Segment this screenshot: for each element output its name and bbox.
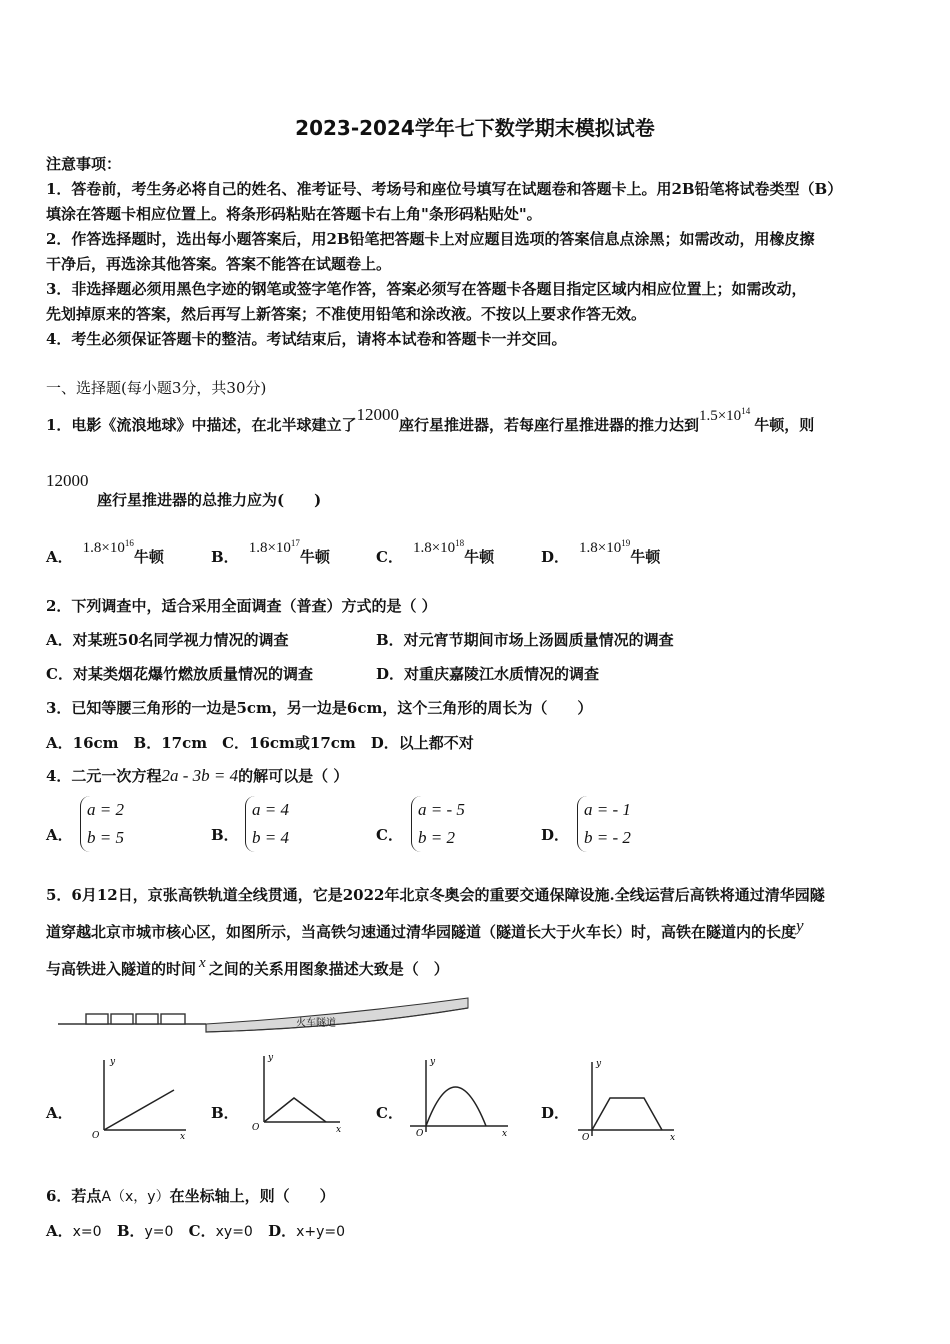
q5-stem-line-3 [46,955,449,979]
q3-options[interactable]: A．16cm B．17cm C．16cm或17cm D．以上都不对 [46,734,474,752]
graph-a-origin: O [92,1131,100,1141]
q6-option-b[interactable] [117,1222,174,1240]
q6-point: A（x，y） [101,1189,170,1205]
q4-option-b-system [245,796,289,852]
q1-option-b[interactable] [211,538,330,567]
q4-option-d-row-2: b = - 2 [584,828,631,847]
q4-option-c-key[interactable]: C． [376,826,403,844]
q1-option-b-unit: 牛顿 [299,548,330,566]
q2-stem: 2．下列调查中，适合采用全面调查（普查）方式的是（ ） [46,597,437,615]
q2-option-b[interactable]: B．对元宵节期间市场上汤圆质量情况的调查 [376,631,674,649]
q6-text-a: 6．若点 [46,1187,102,1205]
q1-option-d-key: D． [541,548,570,566]
q6-option-b-value: y=0 [144,1224,174,1240]
q5-var-x: x [199,955,206,971]
q1-stem-line-1 [46,405,815,435]
graph-b-x-label: x [336,1125,342,1135]
q5-option-d-key[interactable]: D． [541,1104,570,1122]
train-tunnel-illustration [56,994,474,1038]
q1-option-b-key: B． [211,548,239,566]
train-car-1 [86,1014,108,1024]
graph-d-curve [592,1098,662,1130]
graph-a-curve [104,1090,174,1130]
q5-var-y: y [796,916,804,935]
q1-stem-line-2 [46,473,89,493]
notice-line-5: 3．非选择题必须用黑色字迹的钢笔或签字笔作答，答案必须写在答题卡各题目指定区域内相应位置上；如需改动， [46,280,807,298]
notice-line-1: 1．答卷前，考生务必将自己的姓名、准考证号、考场号和座位号填写在试题卷和答题卡上。用2B铅笔将试卷类型（B） [46,180,843,198]
graph-c-origin: O [416,1129,424,1139]
q1-force [699,408,750,424]
q3-stem: 3．已知等腰三角形的一边是5cm，另一边是6cm，这个三角形的周长为（ ） [46,699,593,717]
q6-option-a[interactable] [46,1222,102,1240]
q1-option-b-value [249,540,300,556]
q4-option-a-row-2: b = 5 [87,828,124,847]
q4-stem [46,765,348,786]
q1-text-b: 座行星推进器，若每座行星推进器的推力达到 [398,416,699,434]
q1-option-c-exp: 18 [455,538,465,548]
graph-b-y-label: y [268,1053,274,1063]
tunnel-shape [206,998,468,1032]
notice-line-6: 先划掉原来的答案，然后再写上新答案；不准使用铅笔和涂改液。不按以上要求作答无效。 [46,305,647,323]
q6-option-c[interactable] [189,1222,253,1240]
q1-option-c-key: C． [376,548,403,566]
graph-d-x-label: x [670,1133,676,1143]
q1-option-d-exp: 19 [621,538,631,548]
q6-options [46,1220,345,1241]
q4-option-d-system [577,796,631,852]
graph-d-y-label: y [596,1059,602,1069]
q5-option-b-key[interactable]: B． [211,1104,239,1122]
graph-a-y-label: y [110,1057,116,1067]
q6-option-b-key: B． [116,1222,145,1240]
q4-option-c-row-1: a = - 5 [418,800,465,819]
q1-number-1: 12000 [356,405,399,424]
q1-option-d-unit: 牛顿 [630,548,661,566]
q4-option-a-row-1: a = 2 [87,800,124,819]
q6-option-a-value: x=0 [72,1224,102,1240]
graph-b-origin: O [252,1123,260,1133]
q4-equation: 2a - 3b = 4 [161,766,239,785]
graph-a-x-label: x [180,1132,186,1142]
q1-option-a-unit: 牛顿 [133,548,164,566]
q6-option-d[interactable] [268,1222,345,1240]
q1-force-exp: 14 [741,406,751,416]
notice-line-2: 填涂在答题卡相应位置上。将条形码粘贴在答题卡右上角"条形码粘贴处"。 [46,205,542,223]
q1-option-a-exp: 16 [124,538,134,548]
q4-option-a-system [80,796,124,852]
train-car-4 [161,1014,185,1024]
section-heading: 一、选择题(每小题3分，共30分) [46,379,267,397]
q5-stem-line-1: 5．6月12日，京张高铁轨道全线贯通，它是2022年北京冬奥会的重要交通保障设施.全线运营后高铁将通过清华园隧 [46,886,825,904]
notice-line-4: 干净后，再选涂其他答案。答案不能答在试题卷上。 [46,255,392,273]
q5-option-a-key[interactable]: A． [46,1104,73,1122]
page-title: 2023-2024学年七下数学期末模拟试卷 [295,116,655,140]
train-car-2 [111,1014,133,1024]
q4-option-b-row-1: a = 4 [252,800,289,819]
graph-b-curve [264,1098,326,1122]
q1-text-c: 牛顿，则 [754,416,815,434]
q6-stem [46,1185,335,1206]
q4-option-c-system [411,796,465,852]
q1-option-a-base: 1.8×10 [82,540,125,556]
q5-graph-a [86,1054,196,1144]
q5-graph-c [408,1054,518,1144]
notice-heading: 注意事项： [46,155,122,173]
q6-option-c-key: C． [188,1222,216,1240]
q4-option-b-key[interactable]: B． [211,826,239,844]
q1-text-d: 座行星推进器的总推力应为( ) [97,491,322,509]
q1-number-2: 12000 [46,471,89,490]
q1-option-c-value [413,540,464,556]
q1-force-base: 1.5×10 [698,408,742,424]
q5-text-3a: 与高铁进入隧道的时间 [46,960,197,978]
graph-c-y-label: y [430,1057,436,1067]
q1-option-d-value [579,540,630,556]
q4-option-c-row-2: b = 2 [418,828,455,847]
q1-option-d-base: 1.8×10 [579,540,622,556]
q1-option-d[interactable] [541,538,661,567]
q5-graph-b [248,1050,358,1140]
train-car-3 [136,1014,158,1024]
q2-option-a[interactable]: A．对某班50名同学视力情况的调查 [46,631,289,649]
q1-option-a-value [83,540,134,556]
q2-option-c[interactable]: C．对某类烟花爆竹燃放质量情况的调查 [46,665,313,683]
q5-text-2: 道穿越北京市城市核心区，如图所示，当高铁匀速通过清华园隧道（隧道长大于火车长）时，高铁在隧道内的长度 [46,923,797,941]
q1-option-a-key: A． [46,548,73,566]
q6-option-d-value: x+y=0 [296,1224,346,1240]
q1-option-c-unit: 牛顿 [464,548,495,566]
q4-option-d-key[interactable]: D． [541,826,570,844]
q1-option-b-base: 1.8×10 [248,540,291,556]
q1-option-b-exp: 17 [290,538,300,548]
q5-stem-line-2 [46,916,804,942]
q1-option-c[interactable] [376,538,495,567]
q6-text-b: 在坐标轴上，则（ ） [169,1187,335,1205]
graph-c-curve [426,1087,486,1126]
q1-option-c-base: 1.8×10 [412,540,456,556]
q4-option-d-row-1: a = - 1 [584,800,631,819]
q6-option-a-key: A． [46,1222,73,1240]
q2-option-d[interactable]: D．对重庆嘉陵江水质情况的调查 [376,665,600,683]
notice-line-7: 4．考生必须保证答题卡的整洁。考试结束后，请将本试卷和答题卡一并交回。 [46,330,567,348]
q4-option-b-row-2: b = 4 [252,828,289,847]
q4-text-a: 4．二元一次方程 [46,767,162,785]
graph-c-x-label: x [502,1129,508,1139]
q6-option-d-key: D． [268,1222,297,1240]
q4-text-b: 的解可以是（ ） [238,767,349,785]
q5-option-c-key[interactable]: C． [376,1104,403,1122]
q1-text-a: 1．电影《流浪地球》中描述，在北半球建立了 [46,416,357,434]
q4-option-a-key[interactable]: A． [46,826,73,844]
q6-option-c-value: xy=0 [215,1224,253,1240]
tunnel-label: 火车隧道 [296,1018,336,1029]
q1-option-a[interactable] [46,538,164,567]
q5-graph-d [574,1056,684,1146]
q5-text-3b: 之间的关系用图象描述大致是（ ） [208,960,449,978]
notice-line-3: 2．作答选择题时，选出每小题答案后，用2B铅笔把答题卡上对应题目选项的答案信息点涂黑；如需改动，用橡皮擦 [46,230,815,248]
graph-d-origin: O [582,1133,590,1143]
